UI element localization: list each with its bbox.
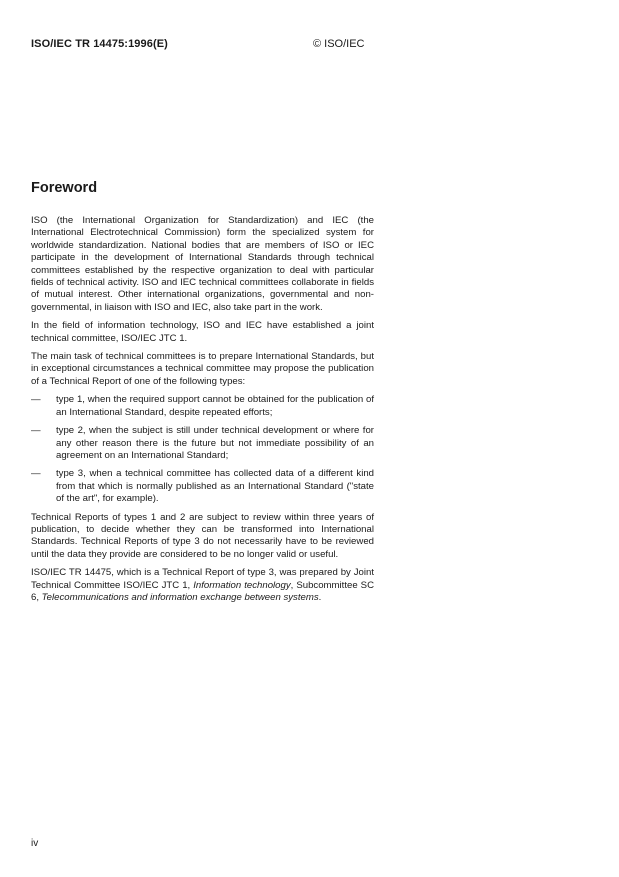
- closing-text: ISO/IEC TR 14475, which is a Technical Report of type 3, was prepared by Joint Technical Committee ISO/IEC JTC 1,: [31, 567, 374, 591]
- list-item-text: type 3, when a technical committee has collected data of a different kind from that which is normally published as an International Standard ("state of the art", for example).: [56, 468, 374, 505]
- closing-italic-subcommittee: Telecommunications and information exchange between systems: [41, 591, 319, 603]
- page-title: Foreword: [31, 180, 98, 196]
- list-item: [31, 468, 374, 505]
- list-dash: —: [31, 394, 41, 406]
- paragraph-jtc1: In the field of information technology, ISO and IEC have established a joint technical committee, ISO/IEC JTC 1.: [31, 320, 374, 344]
- copyright-notice: © ISO/IEC: [313, 38, 365, 50]
- closing-italic-title: Information technology: [193, 579, 291, 591]
- closing-text: , Subcommittee SC 6,: [31, 579, 374, 603]
- list-item-text: type 1, when the required support cannot be obtained for the publication of an International Standard, despite repeated efforts;: [56, 394, 374, 418]
- paragraph-intro: ISO (the International Organization for Standardization) and IEC (the International Electrotechnical Commission) form the specialized system for worldwide standardization. National bodies that are members of ISO or IEC participate in the development of International Standards through technical committees established by the respective organization to deal with particular fields of technical activity. ISO and IEC technical committees collaborate in fields of mutual interest. Other international organizations, governmental and non-governmental, in liaison with ISO and IEC, also take part in the work.: [31, 215, 374, 313]
- paragraph-closing: [31, 567, 374, 604]
- closing-text: .: [318, 591, 322, 603]
- list-item-text: type 2, when the subject is still under technical development or where for any other reason there is the future but not immediate possibility of an agreement on an International Standard;: [56, 425, 374, 461]
- paragraph-main-task: The main task of technical committees is to prepare International Standards, but in exceptional circumstances a technical committee may propose the publication of a Technical Report of one of the following types:: [31, 351, 374, 387]
- list-item: [31, 425, 374, 462]
- foreword-body: [31, 215, 374, 610]
- list-dash: —: [31, 468, 41, 480]
- paragraph-review: Technical Reports of types 1 and 2 are subject to review within three years of publication, to decide whether they can be transformed into International Standards. Technical Reports of type 3 do not necessarily have to be reviewed until the data they provide are considered to be no longer valid or useful.: [31, 511, 374, 560]
- document-id: ISO/IEC TR 14475:1996(E): [31, 38, 168, 50]
- list-item: [31, 394, 374, 419]
- list-dash: —: [31, 425, 41, 437]
- report-types-list: [31, 394, 374, 505]
- page-number: iv: [31, 838, 39, 849]
